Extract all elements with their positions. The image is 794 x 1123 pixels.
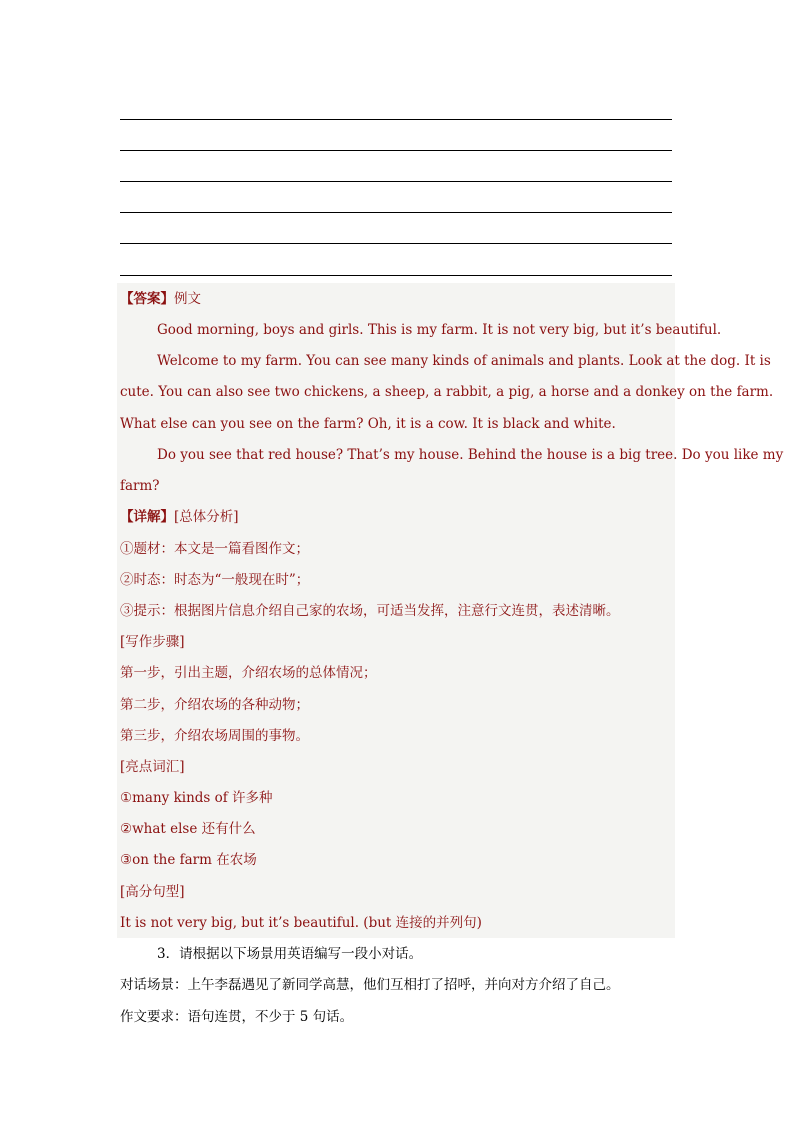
essay-p3-line2: farm? [120, 478, 160, 494]
question-3-requirement: 作文要求：语句连贯，不少于 5 句话。 [120, 1009, 354, 1025]
writing-line [120, 243, 672, 244]
steps-title: [写作步骤] [120, 634, 185, 650]
pattern-title: [高分句型] [120, 884, 185, 900]
answer-label: 例文 [174, 291, 201, 307]
pattern-sentence: It is not very big, but it’s beautiful. (but 连接的并列句) [120, 915, 482, 931]
essay-p2-line1: Welcome to my farm. You can see many kinds of animals and plants. Look at the dog. It is [157, 353, 771, 369]
answer-tag: 【答案】 [120, 291, 174, 307]
essay-p1: Good morning, boys and girls. This is my farm. It is not very big, but it’s beautiful. [157, 322, 722, 338]
essay-p2-line2: cute. You can also see two chickens, a sheep, a rabbit, a pig, a horse and a donkey on the farm. [120, 384, 774, 400]
step-item: 第三步，介绍农场周围的事物。 [120, 728, 309, 744]
answer-heading [120, 289, 201, 309]
writing-line [120, 119, 672, 120]
vocab-item: ①many kinds of 许多种 [120, 790, 273, 806]
writing-line [120, 150, 672, 151]
vocab-item: ②what else 还有什么 [120, 821, 256, 837]
question-3-title: 3．请根据以下场景用英语编写一段小对话。 [157, 946, 423, 962]
overall-analysis-title: [总体分析] [174, 509, 239, 525]
essay-p3-line1: Do you see that red house? That’s my house. Behind the house is a big tree. Do you like my [157, 447, 784, 463]
step-item: 第二步，介绍农场的各种动物； [120, 697, 309, 713]
detail-tag: 【详解】 [120, 509, 174, 525]
writing-line [120, 275, 672, 276]
detail-heading [120, 507, 239, 527]
question-3-scene: 对话场景：上午李磊遇见了新同学高慧，他们互相打了招呼，并向对方介绍了自己。 [120, 977, 620, 993]
analysis-item: ①题材：本文是一篇看图作文； [120, 541, 309, 557]
analysis-item: ③提示：根据图片信息介绍自己家的农场，可适当发挥，注意行文连贯，表述清晰。 [120, 603, 620, 619]
vocab-item: ③on the farm 在农场 [120, 852, 257, 868]
analysis-item: ②时态：时态为“一般现在时”； [120, 572, 310, 588]
writing-line [120, 181, 672, 182]
vocab-title: [亮点词汇] [120, 759, 185, 775]
essay-p2-line3: What else can you see on the farm? Oh, it is a cow. It is black and white. [120, 416, 616, 432]
writing-line [120, 212, 672, 213]
step-item: 第一步，引出主题，介绍农场的总体情况； [120, 665, 377, 681]
